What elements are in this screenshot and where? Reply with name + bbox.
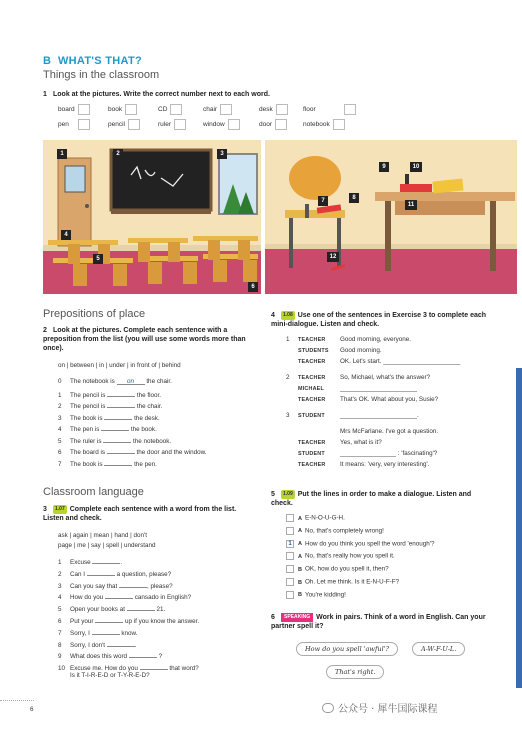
watermark: 公众号 · 犀牛国际课程	[322, 700, 438, 715]
list-item: A E-N-O-U-G-H.	[286, 514, 501, 527]
order-box[interactable]	[286, 591, 294, 599]
classroom-items	[58, 557, 263, 680]
answer-blank[interactable]	[92, 557, 120, 564]
order-box[interactable]	[286, 552, 294, 560]
ordering-lines	[286, 514, 501, 604]
picture-number: 11	[405, 200, 417, 210]
speaking-badge: SPEAKING	[281, 613, 313, 622]
exercise-2-instruction: 2 Look at the pictures. Complete each sentence with a preposition from the list (you will use some words more than once).	[43, 327, 246, 352]
footer-rule	[0, 700, 34, 701]
answer-box[interactable]	[170, 104, 182, 115]
prepositions-heading: Prepositions of place	[43, 308, 146, 320]
list-item: B Oh. Let me think. Is it E-N-U-F-F?	[286, 578, 501, 591]
answer-box[interactable]	[228, 119, 240, 130]
picture-number: 12	[327, 252, 339, 262]
list-item: 2 Can I a question, please?	[58, 570, 172, 578]
list-item: 4 How do you cansado in English?	[58, 594, 192, 602]
answer-blank[interactable]	[140, 663, 168, 670]
list-item: 6 Put your up if you know the answer.	[58, 617, 200, 625]
list-item: B OK, how do you spell it, then?	[286, 565, 501, 578]
wechat-icon	[322, 703, 334, 713]
classroom-picture-left	[43, 140, 261, 294]
mini-dialogues	[286, 336, 501, 472]
list-item: 1 The pencil is the floor.	[58, 391, 162, 399]
audio-icon[interactable]: 1.08	[283, 312, 293, 318]
list-item-continuation: Is it T-I-R-E-D or T-Y-R-E-D?	[70, 672, 150, 680]
list-item: 3 The book is the desk.	[58, 414, 160, 422]
dialogue-line: STUDENT ________________ : 'fascinating'?	[298, 450, 438, 457]
answer-blank[interactable]	[107, 447, 135, 454]
answer-box[interactable]	[128, 119, 140, 130]
dialogue-line: 1 TEACHER Good morning, everyone.	[286, 336, 412, 343]
page-number: 6	[30, 706, 34, 713]
picture-number: 7	[318, 196, 328, 206]
audio-icon[interactable]: 1.09	[283, 491, 293, 497]
list-item: 10 Excuse me. How do you that word?	[58, 665, 199, 673]
dialogue-line: TEACHER It means: 'very, very interesting'.	[298, 461, 430, 468]
order-box[interactable]	[286, 565, 294, 573]
page-edge-tab	[516, 368, 522, 688]
exercise-5-instruction: 5 1.09 Put the lines in order to make a dialogue. Listen and check.	[271, 491, 472, 507]
desk-illustration	[265, 140, 517, 294]
answer-blank[interactable]	[107, 640, 135, 647]
section-subtitle: Things in the classroom	[43, 69, 160, 81]
picture-number: 4	[61, 230, 71, 240]
list-item: 1 A How do you think you spell the word 'enough'?	[286, 540, 501, 553]
list-item: 7 Sorry, I know.	[58, 629, 138, 637]
order-box[interactable]	[286, 514, 294, 522]
answer-box[interactable]	[125, 104, 137, 115]
answer-blank[interactable]	[104, 413, 132, 420]
list-item: 9 What does this word ?	[58, 653, 163, 661]
dialogue-line: TEACHER Yes, what is it?	[298, 439, 382, 446]
answer-blank[interactable]	[107, 390, 135, 397]
list-item: 7 The book is the pen.	[58, 460, 157, 468]
word-row-2: pen pencil ruler window door notebook	[58, 119, 373, 130]
order-box[interactable]	[286, 527, 294, 535]
dialogue-line: STUDENTS Good morning.	[298, 347, 382, 354]
list-item: 4 The pen is the book.	[58, 426, 157, 433]
picture-number: 3	[217, 149, 227, 159]
list-item: 2 The pencil is the chair.	[58, 403, 163, 410]
dialogue-line: Mrs McFarlane. I've got a question.	[340, 428, 439, 435]
classroom-language-heading: Classroom language	[43, 486, 144, 498]
list-item: 8 Sorry, I don't .	[58, 641, 137, 649]
list-item: A No, that's really how you spell it.	[286, 552, 501, 565]
answer-box[interactable]	[174, 119, 186, 130]
list-item: 5 Open your books at 21.	[58, 606, 166, 614]
answer-blank[interactable]	[92, 628, 120, 635]
list-item: 5 The ruler is the notebook.	[58, 437, 172, 445]
answer-box[interactable]	[220, 104, 232, 115]
answer-blank[interactable]	[103, 436, 131, 443]
answer-blank[interactable]	[127, 604, 155, 611]
speech-bubble: How do you spell 'awful'?	[296, 642, 398, 656]
classroom-wordlist-1: ask | again | mean | hand | don't	[58, 532, 147, 539]
list-item: B You're kidding!	[286, 591, 501, 604]
answer-blank[interactable]	[129, 651, 157, 658]
word-row-1: board book CD chair desk floor	[58, 104, 373, 115]
audio-icon[interactable]: 1.07	[55, 506, 65, 512]
list-item: 6 The board is the door and the window.	[58, 449, 207, 456]
preposition-wordlist: on | between | in | under | in front of | behind	[58, 362, 181, 369]
picture-number: 6	[248, 282, 258, 292]
classroom-picture-right	[265, 140, 517, 294]
answer-blank[interactable]	[87, 569, 115, 576]
answer-blank[interactable]	[104, 459, 132, 466]
dialogue-line: TEACHER That's OK. What about you, Susie?	[298, 396, 439, 403]
answer-blank[interactable]	[105, 592, 133, 599]
list-item: 3 Can you say that , please?	[58, 582, 173, 590]
answer-blank[interactable]	[101, 424, 129, 431]
answer-blank[interactable]	[107, 401, 135, 408]
answer-box[interactable]	[78, 104, 90, 115]
list-item: 1 Excuse .	[58, 559, 123, 566]
speech-bubble: A-W-F-U-L.	[412, 642, 465, 656]
picture-number: 2	[113, 149, 123, 159]
answer-box[interactable]	[275, 119, 287, 130]
dialogue-line: MICHAEL ______________________	[298, 385, 418, 392]
picture-number: 5	[93, 254, 103, 264]
answer-box[interactable]	[344, 104, 356, 115]
list-item: 0 The notebook is on the chair.	[58, 378, 172, 385]
list-item: A No, that's completely wrong!	[286, 527, 501, 540]
dialogue-line: 2 TEACHER So, Michael, what's the answer?	[286, 374, 431, 381]
picture-number: 8	[349, 193, 359, 203]
section-title: B WHAT'S THAT?	[43, 55, 142, 67]
speech-bubble: That's right.	[326, 665, 384, 679]
picture-number: 1	[57, 149, 67, 159]
answer-blank[interactable]	[119, 581, 147, 588]
exercise-6-instruction: 6 SPEAKING Work in pairs. Think of a word in English. Can your partner spell it?	[271, 614, 486, 630]
classroom-wordlist-2: page | me | say | spell | understand	[58, 542, 156, 549]
answer-box[interactable]	[276, 104, 288, 115]
dialogue-line: 3 STUDENT ______________________.	[286, 412, 419, 419]
preposition-items	[58, 378, 258, 470]
exercise-3-instruction: 3 1.07 Complete each sentence with a word from the list. Listen and check.	[43, 506, 237, 522]
exercise-4-instruction: 4 1.08 Use one of the sentences in Exercise 3 to complete each mini-dialogue. Listen and check.	[271, 312, 487, 328]
answer-box[interactable]	[78, 119, 90, 130]
classroom-illustration	[43, 140, 261, 294]
order-box[interactable]	[286, 578, 294, 586]
order-box[interactable]: 1	[286, 540, 294, 548]
picture-number: 9	[379, 162, 389, 172]
answer-blank[interactable]	[95, 616, 123, 623]
exercise-1-instruction: 1 Look at the pictures. Write the correct number next to each word.	[43, 91, 270, 98]
answer-box[interactable]	[333, 119, 345, 130]
dialogue-line: TEACHER OK. Let's start. ______________________	[298, 358, 461, 365]
picture-number: 10	[410, 162, 422, 172]
